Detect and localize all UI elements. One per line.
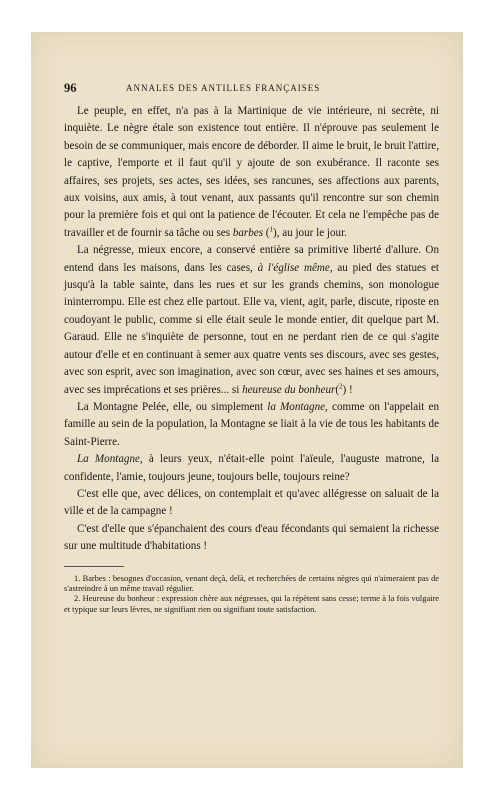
text-run: La négresse, mieux encore, a conservé entière sa primitive liberté d'allure. On entend dans les maisons, dans les cases,	[64, 244, 439, 274]
text-run: comme on l'appelait en famille au sein de la population, la Montagne se liait à la vie de tous les habitants de Saint-Pierre.	[64, 400, 439, 448]
paragraph	[64, 451, 439, 486]
italic-run: La Montagne,	[77, 453, 143, 466]
text-run: (	[335, 383, 340, 396]
footnote: 1. Barbes : besognes d'occasion, venant deçà, delà, et recherchées de certains nègres qui n'aimeraient pas de s'astreindre à un même travail régulier.	[64, 573, 439, 593]
text-run: au pied des statues et jusqu'à la table sainte, dans les rues et sur les grands chemins, son monologue ininterrompu. Elle est chez elle partout. Elle va, vient, agit, parle, discute, riposte en coudoyant le public, comme si elle était seule le monde entier, dit quelque part M. Garaud. Elle ne s'inquiète de personne, tout en ne perdant rien de ce qui s'agite autour d'elle et en continuant à semer aux quatre vents ses discours, avec ses gestes, avec son esprit, avec son imagination, avec son cœur, avec ses haines et ses amours, avec ses imprécations et ses prières... si	[64, 261, 440, 396]
text-run: C'est d'elle que s'épanchaient des cours d'eau fécondants qui semaient la richesse sur une multitude d'habitations !	[64, 522, 439, 553]
paragraph	[64, 486, 439, 521]
paragraph	[64, 103, 439, 242]
footnote-divider	[64, 566, 124, 567]
text-run: ), au jour le jour.	[272, 226, 347, 239]
page-header	[64, 81, 439, 99]
footnote: 2. Heureuse du bonheur : expression chère aux négresses, qui la répètent sans cesse; terme à la fois vulgaire et typique sur leurs lèvres, ne signifiant rien ou signifiant toute satisfaction.	[64, 594, 439, 614]
footnotes	[64, 574, 439, 616]
italic-run: la Montagne,	[267, 400, 328, 413]
paragraph	[64, 399, 439, 451]
italic-run: heureuse du bonheur	[242, 383, 336, 396]
text-run: ) !	[342, 383, 353, 396]
footnote-ref: 1	[269, 225, 273, 234]
text-run: Le peuple, en effet, n'a pas à la Martinique de vie intérieure, ni secrète, ni inquiète. Le nègre étale son existence tout entière. Il n'éprouve pas seulement le besoin de se communiquer, mais encore de déborder. Il aime le bruit, le bruit l'attire, le captive, l'emporte et il faut qu'il y ajoute de son exubérance. Il raconte ses affaires, ses projets, ses actes, ses idées, ses rancunes, ses affections aux parents, aux voisins, aux amis, à tout venant, aux passants qu'il rencontre sur son chemin pour la première fois et qui ont la patience de l'écouter. Et cela ne l'empêche pas de travailler et de fournir sa tâche ou ses	[64, 105, 439, 239]
text-run: La Montagne Pelée, elle, ou simplement	[77, 400, 268, 413]
footnote-ref: 2	[339, 381, 343, 390]
book-page	[64, 81, 439, 615]
running-title: ANNALES DES ANTILLES FRANÇAISES	[126, 83, 321, 93]
body-text	[64, 103, 439, 556]
italic-run: barbes	[232, 226, 264, 239]
paragraph	[64, 242, 439, 399]
italic-run: à l'église même,	[257, 261, 333, 274]
text-run: à leurs yeux, n'était-elle point l'aïeule, l'auguste matrone, la confidente, l'amie, toujours jeune, toujours belle, toujours reine?	[64, 453, 439, 483]
text-run: (	[263, 226, 270, 239]
page-number: 96	[64, 81, 77, 95]
paragraph	[64, 521, 439, 556]
text-run: C'est elle que, avec délices, on contemplait et qu'avec allégresse on saluait de la ville et de la campagne !	[64, 487, 439, 518]
